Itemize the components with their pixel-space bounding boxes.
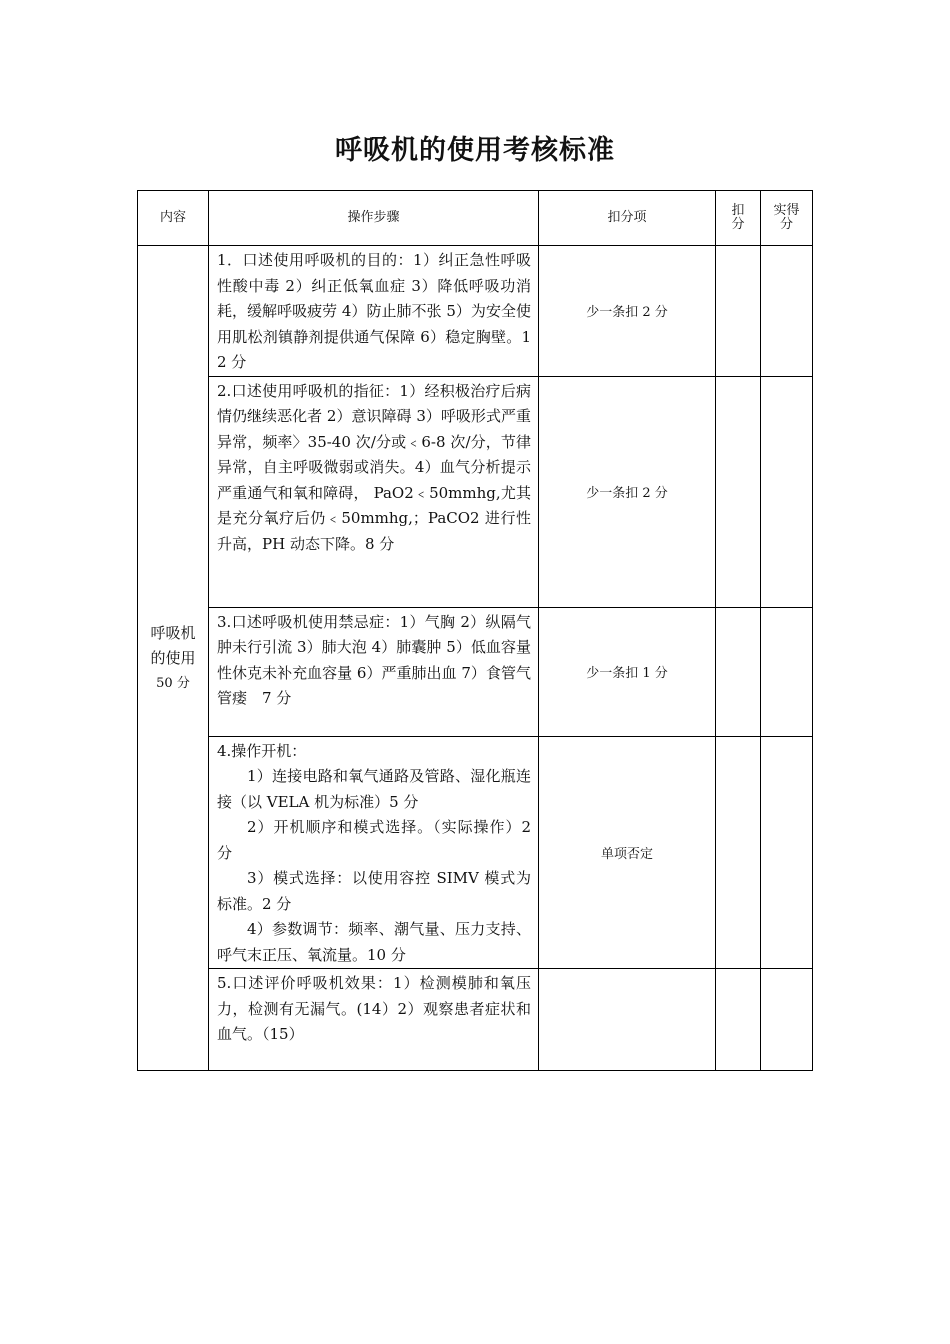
table-row [138,736,813,969]
step-line: 2）开机顺序和模式选择。（实际操作）2 分 [217,818,531,862]
step-line: 4）参数调节：频率、潮气量、压力支持、呼气末正压、氧流量。10 分 [217,920,531,964]
table-row [138,246,813,377]
deducted-score-cell [716,246,761,377]
table-row [138,376,813,607]
deducted-score-cell [716,607,761,736]
step-cell [209,736,539,969]
step-cell [209,607,539,736]
category-cell [138,246,209,1071]
category-name-line2: 的使用 [150,648,196,667]
deduction-cell [539,969,716,1071]
header-actual-line1: 实得 [773,203,800,218]
step-line: 4.操作开机： [217,741,307,760]
step-cell [209,376,539,607]
step-line: 2.口述使用呼吸机的指征：1）经积极治疗后病情仍继续恶化者 2）意识障碍 3）呼吸形式严重异常，频率〉35-40 次/分或﹤6-8 次/分，节律异常，自主呼吸微弱或消失。4）血气分析提示严重通气和氧和障碍， PaO2﹤50mmhg,尤其是充分氧疗后仍﹤50mmhg,；PaCO2 进行性升高，PH 动态下降。8 分 [217,381,531,553]
category-points: 50 分 [156,675,190,691]
step-cell [209,969,539,1071]
header-actual-points [761,191,813,246]
deduction-cell: 少一条扣 2 分 [539,246,716,377]
header-deducted-line1: 扣 [731,203,745,218]
header-actual-line2: 分 [779,217,793,232]
page-title: 呼吸机的使用考核标准 [335,135,615,166]
actual-score-cell [761,246,813,377]
step-line: 3）模式选择：以使用容控 SIMV 模式为标准。2 分 [217,869,531,913]
actual-score-cell [761,736,813,969]
deducted-score-cell [716,969,761,1071]
step-line: 1）连接电路和氧气通路及管路、湿化瓶连接（以 VELA 机为标准）5 分 [217,767,531,811]
actual-score-cell [761,376,813,607]
deducted-score-cell [716,376,761,607]
deduction-cell: 少一条扣 1 分 [539,607,716,736]
deduction-cell: 少一条扣 2 分 [539,376,716,607]
step-line: 3.口述呼吸机使用禁忌症：1）气胸 2）纵隔气肿未行引流 3）肺大泡 4）肺囊肿 5）低血容量性休克未补充血容量 6）严重肺出血 7）食管气管瘘 7 分 [217,612,531,707]
step-line: 5.口述评价呼吸机效果：1）检测模肺和氧压力，检测有无漏气。(14）2）观察患者症状和血气。（15） [217,974,531,1043]
table-row [138,607,813,736]
category-name-line1: 呼吸机 [150,623,196,642]
deduction-cell: 单项否定 [539,736,716,969]
header-deducted-points [716,191,761,246]
step-line: 1．口述使用呼吸机的目的：1）纠正急性呼吸性酸中毒 2）纠正低氧血症 3）降低呼吸功消耗，缓解呼吸疲劳 4）防止肺不张 5）为安全使用肌松剂镇静剂提供通气保障 6）稳定胸壁。12 分 [217,251,531,371]
actual-score-cell [761,969,813,1071]
actual-score-cell [761,607,813,736]
header-row [138,191,813,246]
header-deducted-line2: 分 [731,217,745,232]
table-row [138,969,813,1071]
step-cell [209,246,539,377]
header-deduction: 扣分项 [539,191,716,246]
header-steps: 操作步骤 [209,191,539,246]
assessment-table [137,190,813,1071]
deducted-score-cell [716,736,761,969]
header-content: 内容 [138,191,209,246]
